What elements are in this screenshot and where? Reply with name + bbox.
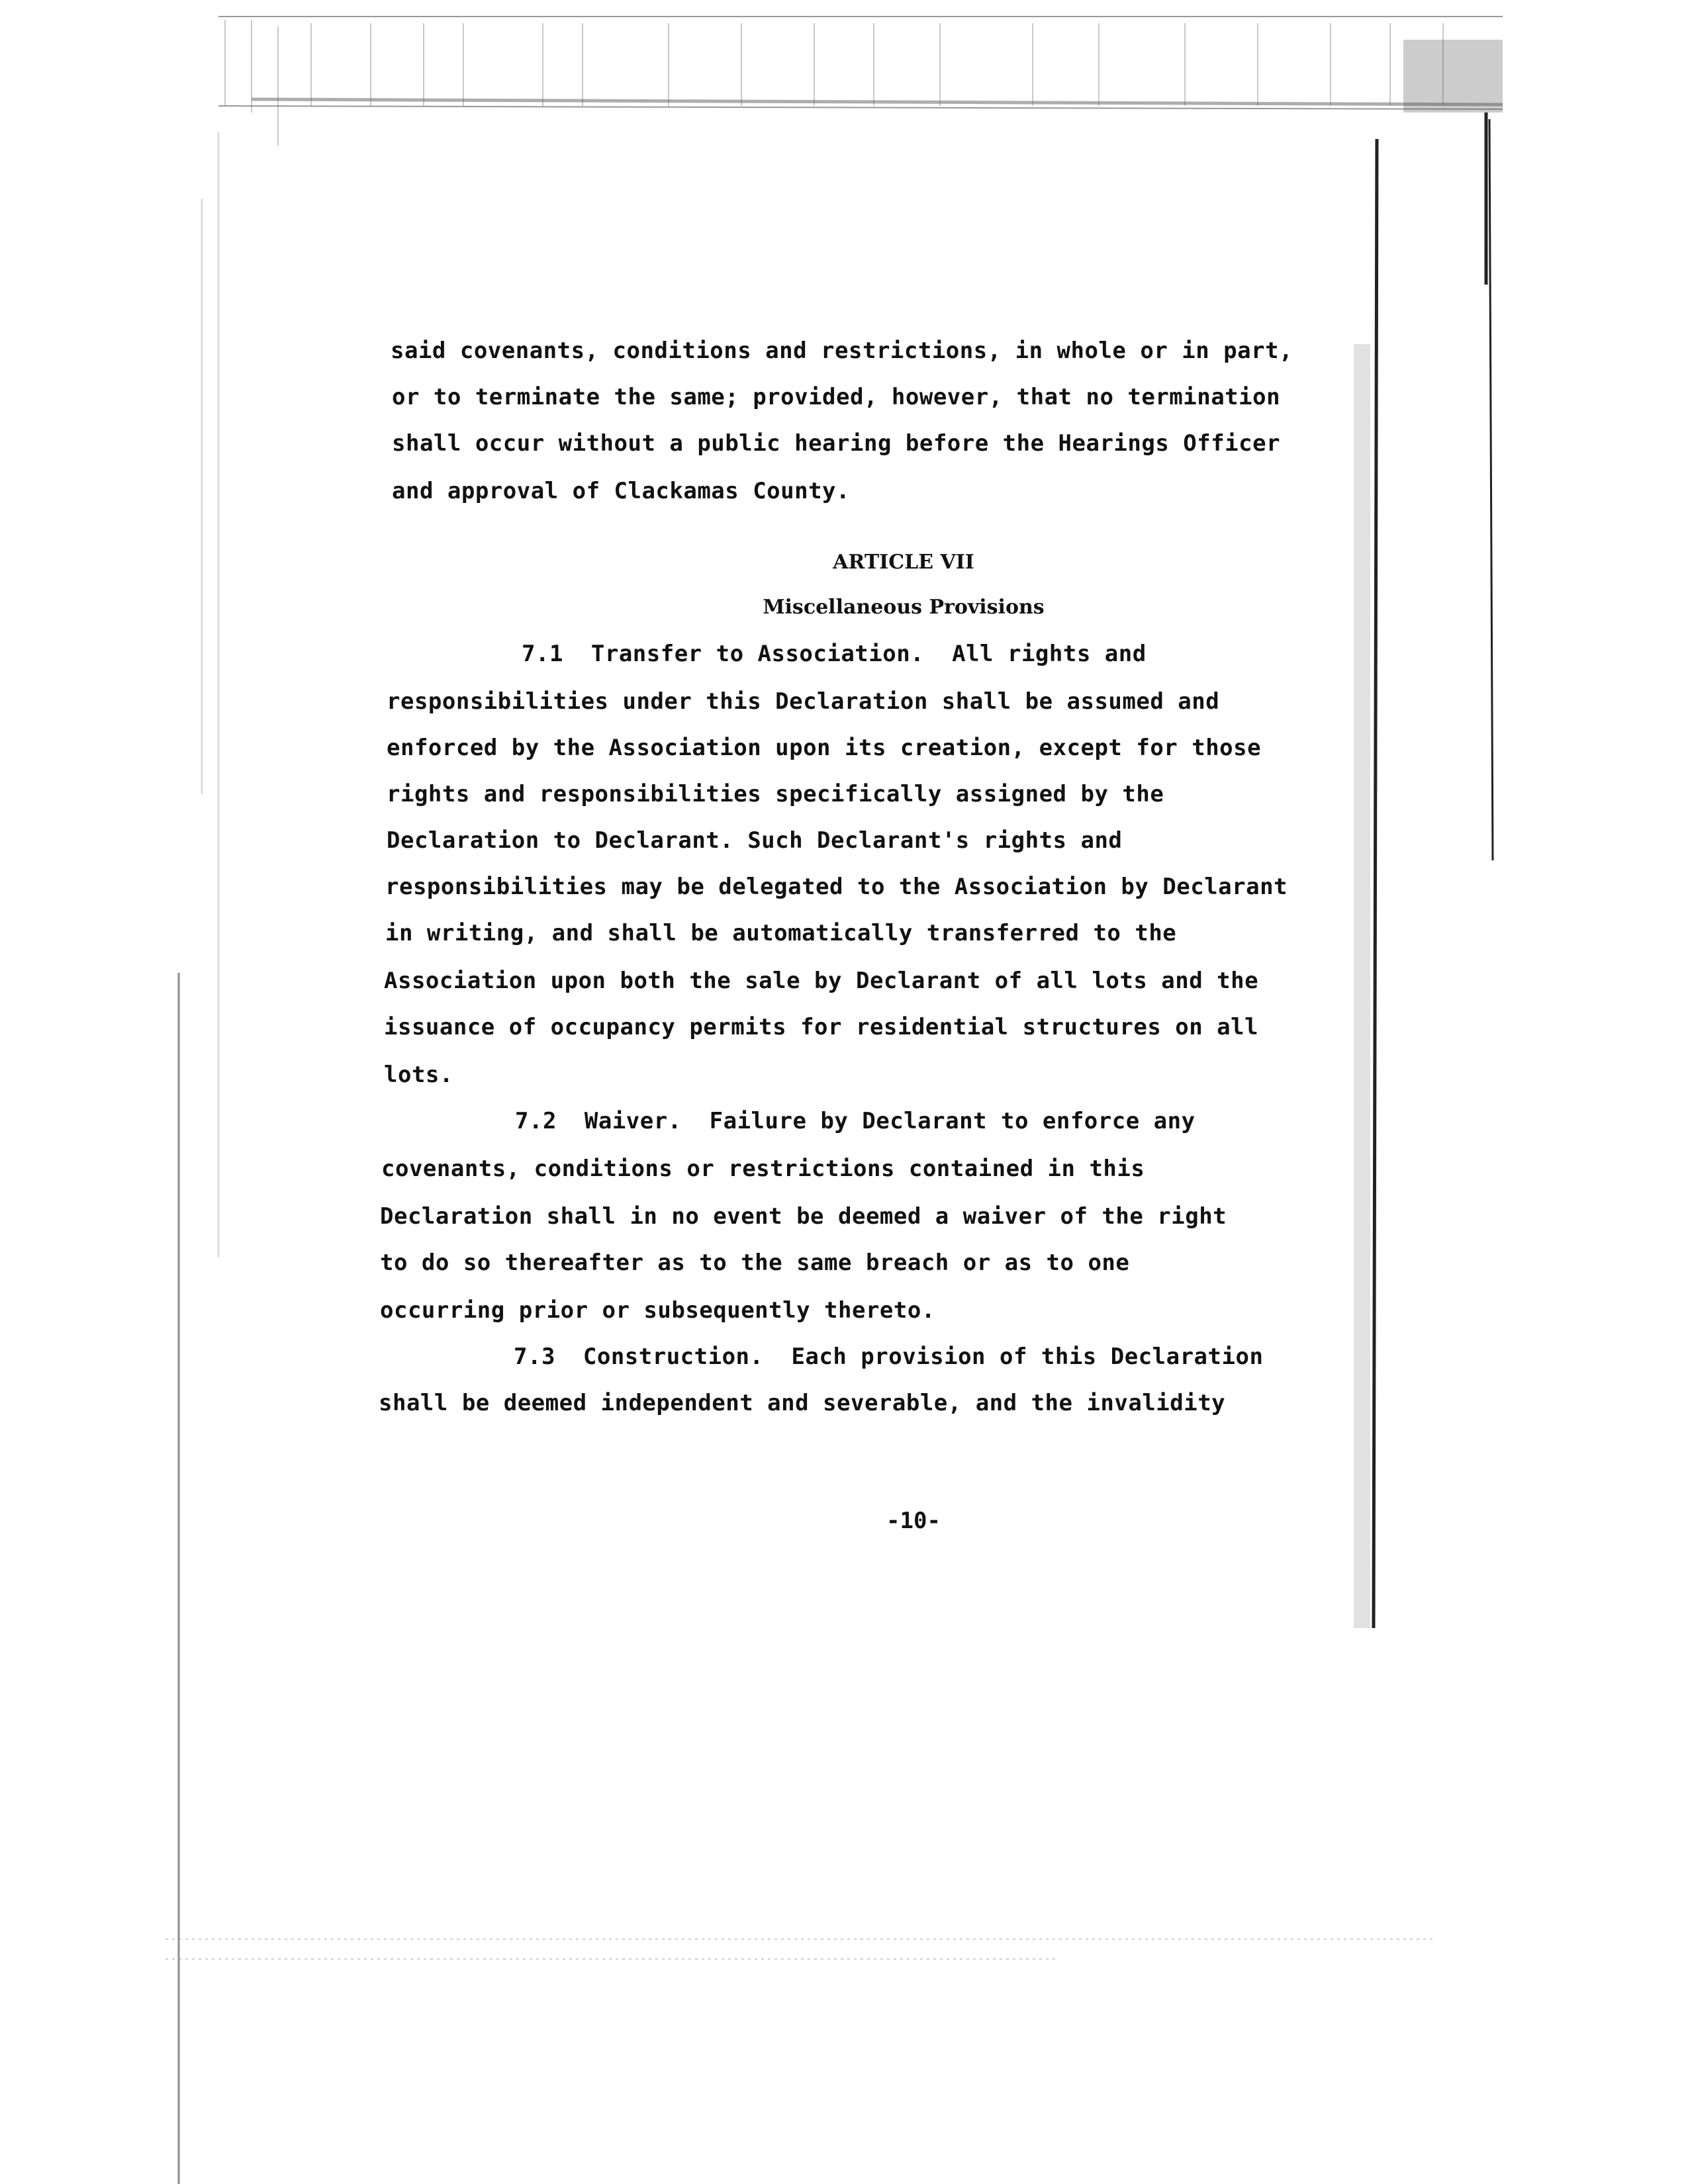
- section-title: Construction.: [583, 1343, 764, 1370]
- section-number: 7.1: [522, 641, 563, 667]
- section-7-2-line-2: Declaration shall in no event be deemed a waiver of the right: [380, 1203, 1227, 1230]
- section-7-2-first-line: [515, 1108, 1196, 1134]
- section-number: 7.3: [514, 1343, 555, 1370]
- continuation-line-3: shall occur without a public hearing before the Hearings Officer: [392, 430, 1281, 457]
- section-7-1-line-2: enforced by the Association upon its creation, except for those: [387, 735, 1262, 761]
- section-text: Failure by Declarant to enforce any: [709, 1108, 1196, 1134]
- section-7-2-line-4: occurring prior or subsequently thereto.: [380, 1297, 935, 1324]
- continuation-line-4: and approval of Clackamas County.: [392, 478, 851, 504]
- article-subheading-text: Miscellaneous Provisions: [763, 596, 1045, 619]
- article-heading-text: ARTICLE VII: [833, 551, 974, 574]
- section-7-1-line-8: issuance of occupancy permits for residential structures on all: [384, 1014, 1259, 1040]
- section-7-1-line-3: rights and responsibilities specifically assigned by the: [387, 781, 1164, 807]
- section-7-1-line-9: lots.: [384, 1062, 453, 1088]
- section-7-1-line-7: Association upon both the sale by Declarant of all lots and the: [384, 968, 1259, 994]
- continuation-line-2: or to terminate the same; provided, however, that no termination: [392, 384, 1281, 410]
- article-heading: [0, 549, 1688, 576]
- section-7-1-line-6: in writing, and shall be automatically transferred to the: [385, 920, 1177, 946]
- section-7-1-first-line: [522, 641, 1147, 667]
- page-number: -10-: [886, 1508, 941, 1534]
- section-7-1-line-1: responsibilities under this Declaration shall be assumed and: [387, 688, 1220, 715]
- section-7-2-line-1: covenants, conditions or restrictions contained in this: [381, 1156, 1145, 1182]
- section-7-1-line-5: responsibilities may be delegated to the Association by Declarant: [385, 874, 1288, 900]
- section-7-1-line-4: Declaration to Declarant. Such Declarant's rights and: [387, 827, 1123, 854]
- article-subheading: [0, 594, 1688, 621]
- section-text: Each provision of this Declaration: [791, 1343, 1264, 1370]
- section-7-2-line-3: to do so thereafter as to the same breach or as to one: [380, 1250, 1130, 1276]
- section-7-3-first-line: [514, 1343, 1263, 1370]
- section-title: Transfer to Association.: [590, 641, 925, 667]
- section-title: Waiver.: [584, 1108, 682, 1134]
- continuation-line-1: said covenants, conditions and restrictions, in whole or in part,: [391, 338, 1293, 364]
- section-7-3-line-1: shall be deemed independent and severable, and the invalidity: [379, 1390, 1226, 1416]
- section-text: All rights and: [952, 641, 1147, 667]
- section-number: 7.2: [515, 1108, 557, 1134]
